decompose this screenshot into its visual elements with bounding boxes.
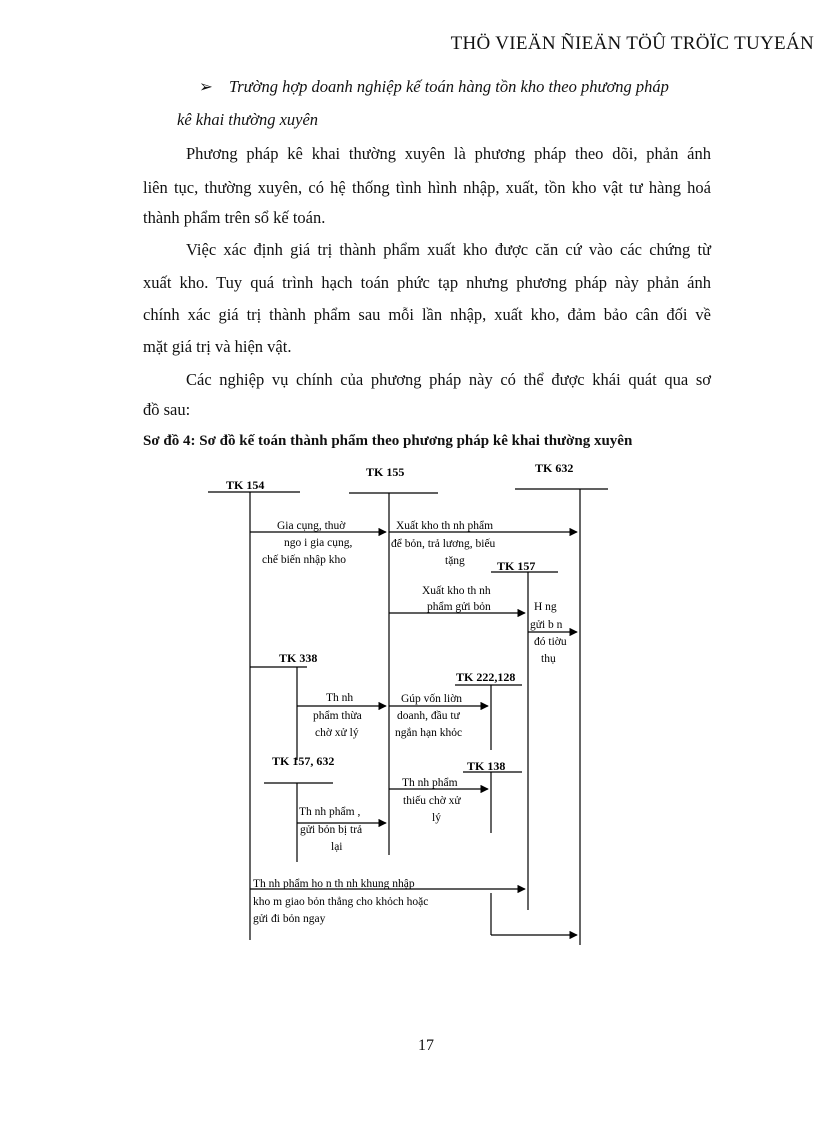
paragraph-2-line-4: mặt giá trị và hiện vật.	[143, 337, 292, 356]
gop-von-line-3: ngắn hạn khỏc	[395, 727, 463, 739]
thanh-pham-thieu-line-1: Th nh phẩm	[402, 777, 458, 789]
xuat-kho-gui-line-1: Xuất kho th nh	[422, 585, 491, 597]
gop-von-line-2: doanh, đầu tư	[397, 710, 460, 722]
paragraph-1-line-3: thành phẩm trên sổ kế toán.	[143, 208, 326, 227]
thanh-pham-thieu-line-2: thiếu chờ xử	[403, 795, 461, 807]
hoan-thanh-line-2: kho m giao bỏn thẳng cho khỏch hoặc	[253, 896, 429, 908]
thanh-pham-thua-line-3: chờ xử lý	[315, 727, 359, 739]
tk138-label: TK 138	[467, 759, 506, 773]
tk222-label: TK 222,128	[456, 670, 516, 684]
tk632-label: TK 632	[535, 461, 574, 475]
tk157-632-label: TK 157, 632	[272, 754, 335, 768]
section-heading-line-2: kê khai thường xuyên	[177, 110, 319, 129]
xuat-kho-ban-line-1: Xuất kho th nh phẩm	[396, 520, 494, 532]
paragraph-1-line-1: Phương pháp kê khai thường xuyên là phương pháp theo dõi, phản ánh	[186, 144, 711, 163]
tk154-label: TK 154	[226, 478, 265, 492]
paragraph-2-line-2: xuất kho. Tuy quá trình hạch toán phức tạp nhưng phương pháp này phản ánh	[143, 273, 711, 292]
gui-ban-tra-lai-line-3: lại	[331, 841, 343, 853]
hang-gui-ban-line-2: gửi b n	[530, 619, 563, 631]
xuat-kho-gui-line-2: phẩm gửi bỏn	[427, 601, 491, 613]
hang-gui-ban-line-1: H ng	[534, 601, 557, 613]
xuat-kho-ban-line-2: để bỏn, trả lương, biếu	[391, 538, 496, 550]
paragraph-2-line-3: chính xác giá trị thành phẩm sau mỗi lần nhập, xuất kho, đảm bảo cân đối về	[143, 305, 711, 324]
hoan-thanh-line-1: Th nh phẩm ho n th nh khung nhập	[253, 878, 415, 890]
gia-cong-line-3: chế biến nhập kho	[262, 554, 346, 566]
diagram-title: Sơ đồ 4: Sơ đồ kế toán thành phẩm theo phương pháp kê khai thường xuyên	[143, 433, 633, 449]
gop-von-line-1: Gúp vốn liờn	[401, 693, 463, 705]
page-header: THÖ VIEÄN ÑIEÄN TÖÛ TRÖÏC TUYEÁN	[450, 33, 814, 54]
section-heading-line-1: Trường hợp doanh nghiệp kế toán hàng tồn kho theo phương pháp	[229, 77, 669, 96]
hoan-thanh-line-3: gửi đi bỏn ngay	[253, 913, 326, 925]
tk155-label: TK 155	[366, 465, 405, 479]
xuat-kho-ban-line-3: tặng	[445, 555, 465, 567]
paragraph-3-line-2: đồ sau:	[143, 400, 191, 419]
paragraph-3-line-1: Các nghiệp vụ chính của phương pháp này có thể được khái quát qua sơ	[186, 370, 711, 389]
page-number: 17	[418, 1037, 434, 1054]
paragraph-1-line-2: liên tục, thường xuyên, có hệ thống tình hình nhập, xuất, tồn kho vật tư hàng hoá	[143, 178, 711, 197]
thanh-pham-thua-line-2: phẩm thừa	[313, 710, 362, 722]
hang-gui-ban-line-3: đó tiờu	[534, 636, 567, 648]
bullet-icon: ➢	[199, 77, 213, 96]
gia-cong-line-2: ngo i gia cụng,	[284, 537, 353, 549]
gia-cong-line-1: Gia cụng, thuờ	[277, 520, 346, 532]
gui-ban-tra-lai-line-1: Th nh phẩm ,	[299, 806, 361, 818]
paragraph-2-line-1: Việc xác định giá trị thành phẩm xuất kho được căn cứ vào các chứng từ	[186, 240, 711, 259]
gui-ban-tra-lai-line-2: gửi bỏn bị trả	[300, 824, 363, 836]
thanh-pham-thieu-line-3: lý	[432, 812, 441, 824]
tk157-label: TK 157	[497, 559, 536, 573]
thanh-pham-thua-line-1: Th nh	[326, 692, 354, 704]
tk338-label: TK 338	[279, 651, 318, 665]
hang-gui-ban-line-4: thụ	[541, 653, 556, 665]
